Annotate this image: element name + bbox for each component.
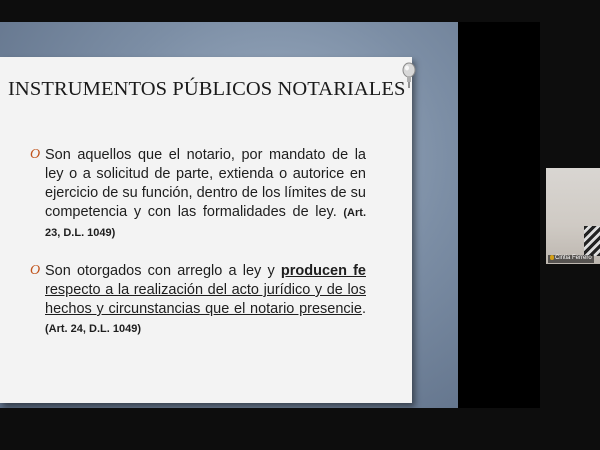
bullet-text xyxy=(45,146,366,243)
participant-clothing xyxy=(584,226,600,256)
participant-video-tile[interactable] xyxy=(546,168,600,264)
participant-name: Cintia Ferrero xyxy=(555,255,592,262)
bullet-marker-icon: O xyxy=(30,147,41,162)
bullet-item-2 xyxy=(30,262,366,339)
bullet-body: Son aquellos que el notario, por mandato de la ley o a solicitud de parte, extienda o autorice en ejercicio de su función, dentro de los límites de su competencia y con las formalidades de ley. xyxy=(45,147,366,220)
slide-title: INSTRUMENTOS PÚBLICOS NOTARIALES xyxy=(8,78,406,100)
participant-name-label xyxy=(548,255,594,263)
bullet-item-1 xyxy=(30,146,366,243)
bullet-body-end: . xyxy=(361,301,366,317)
mic-icon xyxy=(550,255,554,260)
underlined-text: respecto a la realización del acto jurídico y de los hechos y circunstancias que el notario presencie xyxy=(45,282,366,317)
screen-margin xyxy=(458,22,540,408)
shared-screen xyxy=(0,22,458,408)
legal-reference: (Art. 24, D.L. 1049) xyxy=(45,323,141,335)
emphasis-text: producen fe xyxy=(280,263,366,279)
bullet-body: Son otorgados con arreglo a ley y xyxy=(45,263,281,279)
bullet-marker-icon: O xyxy=(30,263,41,278)
bullet-text xyxy=(45,262,366,339)
legal-reference: (Art. 23, D.L. 1049) xyxy=(45,207,366,239)
